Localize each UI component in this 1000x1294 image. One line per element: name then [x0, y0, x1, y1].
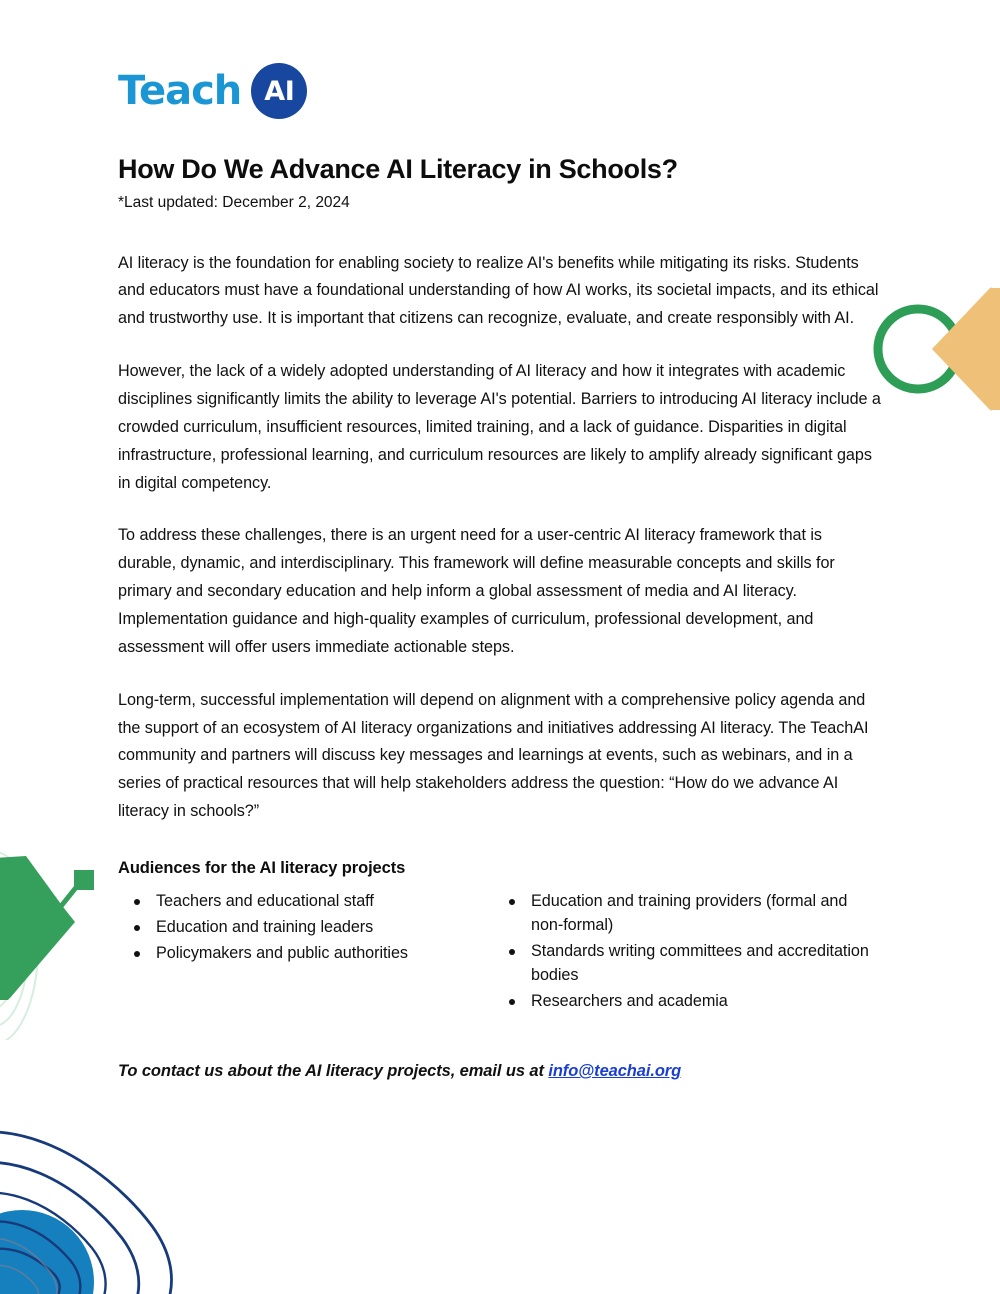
audiences-columns	[118, 890, 882, 1016]
list-item: Researchers and academia	[531, 990, 882, 1014]
audiences-left-list	[118, 890, 489, 966]
list-item: Education and training providers (formal and non-formal)	[531, 890, 882, 938]
contact-text: To contact us about the AI literacy projects, email us at	[118, 1061, 549, 1080]
audiences-left-column	[118, 890, 489, 1016]
list-item: Education and training leaders	[156, 916, 489, 940]
contact-line	[118, 1062, 882, 1081]
last-updated-text: *Last updated: December 2, 2024	[118, 194, 350, 212]
audiences-right-list	[511, 890, 882, 1014]
list-item: Standards writing committees and accreditation bodies	[531, 940, 882, 988]
paragraph-1: AI literacy is the foundation for enabling society to realize AI's benefits while mitigating its risks. Students and educators must have a foundational understanding of how AI works, its societal impacts, and its ethical and trustworthy use. It is important that citizens can recognize, evaluate, and create responsibly with AI.	[118, 253, 879, 328]
paragraph-4: Long-term, successful implementation will depend on alignment with a comprehensive policy agenda and the support of an ecosystem of AI literacy organizations and initiatives addressing AI literacy. The TeachAI community and partners will discuss key messages and learnings at events, such as webinars, and in a series of practical resources that will help stakeholders address the question: “How do we advance AI literacy in schools?”	[118, 690, 869, 821]
contact-email-link[interactable]: info@teachai.org	[548, 1061, 682, 1080]
logo-wordmark: Teach	[118, 68, 242, 114]
logo-ai-badge-icon: AI	[251, 63, 307, 119]
audiences-right-column	[511, 890, 882, 1016]
paragraph-3: To address these challenges, there is an urgent need for a user-centric AI literacy framework that is durable, dynamic, and interdisciplinary. This framework will define measurable concepts and skills for primary and secondary education and help inform a global assessment of media and AI literacy. Implementation guidance and high-quality examples of curriculum, professional development, and assessment will offer users immediate actionable steps.	[118, 526, 835, 656]
audiences-heading: Audiences for the AI literacy projects	[118, 859, 406, 877]
page-title: How Do We Advance AI Literacy in Schools?	[118, 154, 678, 184]
paragraph-2: However, the lack of a widely adopted understanding of AI literacy and how it integrates with academic disciplines significantly limits the ability to leverage AI's potential. Barriers to introducing AI literacy include a crowded curriculum, insufficient resources, limited training, and a lack of guidance. Disparities in digital infrastructure, professional learning, and curriculum resources are likely to amplify already significant gaps in digital competency.	[118, 362, 881, 492]
list-item: Policymakers and public authorities	[156, 942, 489, 966]
list-item: Teachers and educational staff	[156, 890, 489, 914]
blue-contour-spiral-decoration	[0, 1104, 220, 1294]
teachai-logo	[118, 0, 882, 127]
